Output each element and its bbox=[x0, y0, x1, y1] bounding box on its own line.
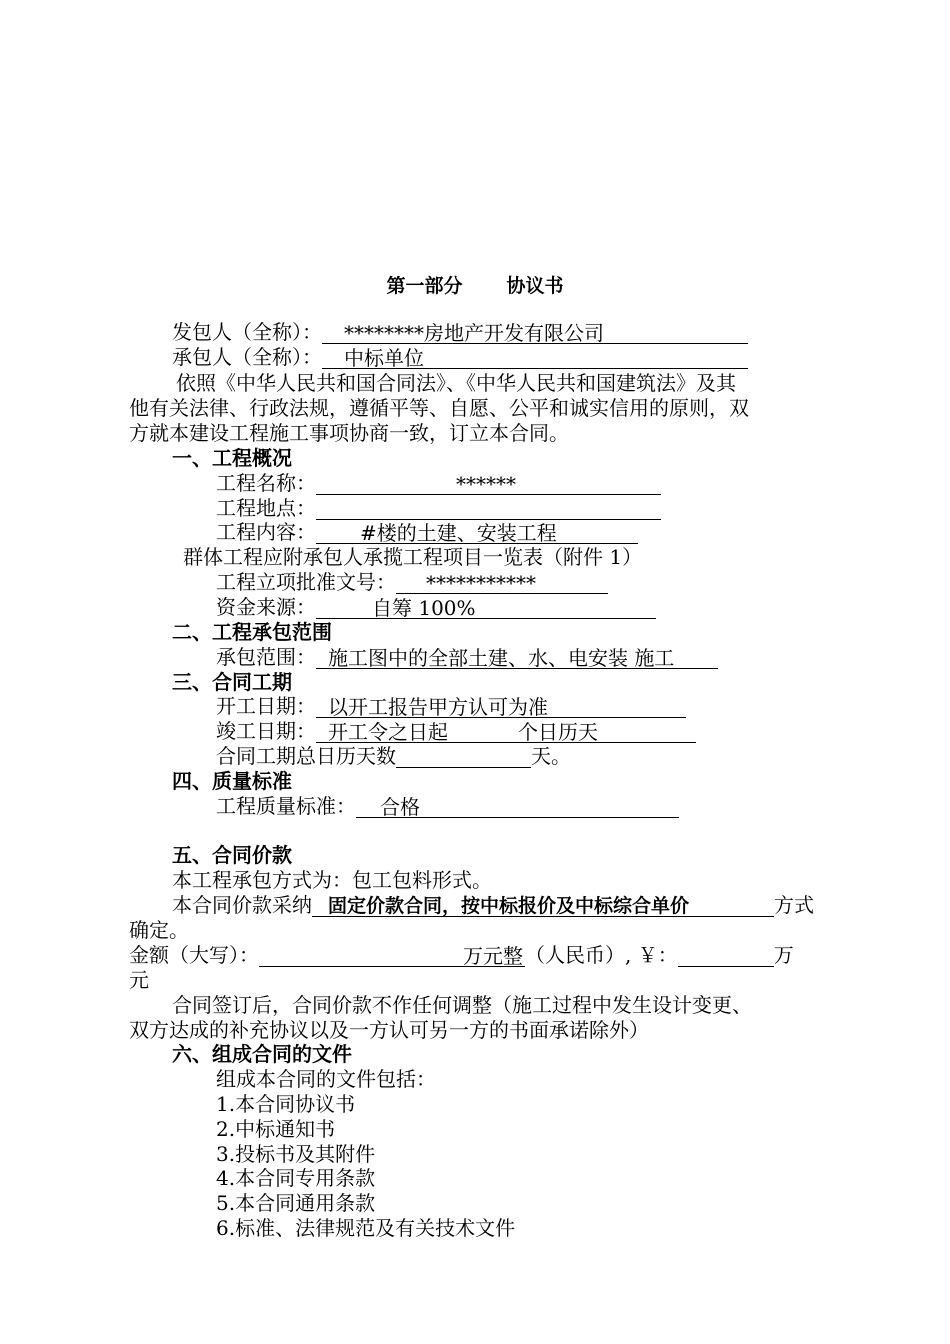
project-content-value: #楼的土建、安装工程 bbox=[360, 521, 557, 545]
page-title bbox=[0, 271, 950, 298]
contractor-value: 中标单位 bbox=[344, 346, 424, 370]
funds-field bbox=[316, 598, 656, 619]
section-6-heading: 六、组成合同的文件 bbox=[172, 1042, 352, 1066]
price-field bbox=[312, 896, 774, 917]
scope-field bbox=[316, 648, 718, 669]
contractor-line bbox=[172, 345, 748, 369]
amount-words-field bbox=[259, 946, 525, 967]
scope-value: 施工图中的全部土建、水、电安装 施工 bbox=[328, 646, 675, 670]
project-name-label: 工程名称： bbox=[216, 471, 316, 495]
quality-field bbox=[356, 797, 679, 818]
start-date-line bbox=[216, 694, 686, 718]
funds-value: 自筹 100% bbox=[372, 596, 476, 620]
list-item: 4.本合同专用条款 bbox=[216, 1166, 376, 1190]
price-line-2: 确定。 bbox=[129, 918, 189, 942]
contractor-label: 承包人（全称）： bbox=[172, 345, 322, 369]
end-date-field bbox=[316, 722, 696, 743]
project-location-field bbox=[316, 499, 661, 520]
employer-line bbox=[172, 320, 748, 344]
amount-end: 万 bbox=[773, 943, 794, 967]
project-location-label: 工程地点： bbox=[216, 496, 316, 520]
section-3-heading: 三、合同工期 bbox=[172, 670, 292, 694]
end-date-label: 竣工日期： bbox=[216, 719, 316, 743]
project-name-value: ****** bbox=[456, 472, 516, 496]
list-item: 3.投标书及其附件 bbox=[216, 1142, 376, 1166]
project-content-line bbox=[216, 520, 638, 544]
employer-field bbox=[322, 323, 748, 344]
approval-label: 工程立项批准文号： bbox=[216, 570, 396, 594]
title-part: 第一部分 bbox=[386, 275, 463, 297]
quality-label: 工程质量标准： bbox=[216, 794, 356, 818]
quality-line bbox=[216, 794, 679, 818]
contractor-field bbox=[322, 348, 748, 369]
section-1-heading: 一、工程概况 bbox=[172, 446, 292, 470]
section-4-heading: 四、质量标准 bbox=[172, 769, 292, 793]
end-date-line bbox=[216, 719, 696, 743]
price-line bbox=[172, 893, 814, 917]
end-date-value-a: 开工令之日起 bbox=[328, 720, 448, 744]
list-item: 5.本合同通用条款 bbox=[216, 1191, 376, 1215]
total-days-unit: 天。 bbox=[531, 744, 571, 768]
approval-value: *********** bbox=[426, 571, 536, 595]
end-date-value-b: 个日历天 bbox=[518, 720, 598, 744]
start-date-value: 以开工报告甲方认可为准 bbox=[328, 695, 548, 719]
project-content-field bbox=[316, 523, 638, 544]
amount-label: 金额（大写）： bbox=[129, 943, 259, 967]
project-name-line bbox=[216, 471, 661, 495]
scope-line bbox=[216, 645, 718, 669]
price-value: 固定价款合同，按中标报价及中标综合单价 bbox=[328, 895, 690, 917]
amount-number-field bbox=[678, 946, 774, 967]
quality-value: 合格 bbox=[380, 795, 420, 819]
start-date-label: 开工日期： bbox=[216, 694, 316, 718]
employer-value: ********房地产开发有限公司 bbox=[344, 321, 604, 345]
section-2-heading: 二、工程承包范围 bbox=[172, 620, 332, 644]
price-suffix: 方式 bbox=[774, 893, 814, 917]
total-days-field bbox=[396, 747, 531, 768]
approval-field bbox=[396, 573, 608, 594]
project-location-line bbox=[216, 496, 661, 520]
amount-unit: 万元整 bbox=[463, 944, 523, 968]
project-name-field bbox=[316, 474, 661, 495]
project-content-label: 工程内容： bbox=[216, 520, 316, 544]
intro-line-1: 依照《中华人民共和国合同法》、《中华人民共和国建筑法》及其 bbox=[176, 371, 736, 395]
funds-label: 资金来源： bbox=[216, 595, 316, 619]
employer-label: 发包人（全称）： bbox=[172, 320, 322, 344]
total-days-label: 合同工期总日历天数 bbox=[216, 744, 396, 768]
list-item: 1.本合同协议书 bbox=[216, 1092, 356, 1116]
funds-line bbox=[216, 595, 656, 619]
list-item: 2.中标通知书 bbox=[216, 1117, 336, 1141]
price-note-line-2: 双方达成的补充协议以及一方认可另一方的书面承诺除外） bbox=[129, 1018, 649, 1042]
list-item: 6.标准、法律规范及有关技术文件 bbox=[216, 1216, 516, 1240]
amount-mid: （人民币）, ￥： bbox=[525, 943, 678, 967]
documents-intro: 组成本合同的文件包括： bbox=[216, 1067, 436, 1091]
amount-end-2: 元 bbox=[129, 968, 149, 992]
price-prefix: 本合同价款采纳 bbox=[172, 893, 312, 917]
title-name: 协议书 bbox=[506, 275, 564, 297]
amount-line bbox=[129, 943, 794, 967]
total-days-line bbox=[216, 744, 571, 768]
price-note-line-1: 合同签订后，合同价款不作任何调整（施工过程中发生设计变更、 bbox=[172, 993, 752, 1017]
section-5-heading: 五、合同价款 bbox=[172, 843, 292, 867]
intro-line-2: 他有关法律、行政法规，遵循平等、自愿、公平和诚实信用的原则，双 bbox=[129, 396, 749, 420]
approval-line bbox=[216, 570, 608, 594]
contract-mode-line: 本工程承包方式为：包工包料形式。 bbox=[172, 868, 492, 892]
intro-line-3: 方就本建设工程施工事项协商一致，订立本合同。 bbox=[129, 421, 569, 445]
scope-label: 承包范围： bbox=[216, 645, 316, 669]
group-note: 群体工程应附承包人承揽工程项目一览表（附件 1） bbox=[183, 545, 643, 569]
start-date-field bbox=[316, 697, 686, 718]
